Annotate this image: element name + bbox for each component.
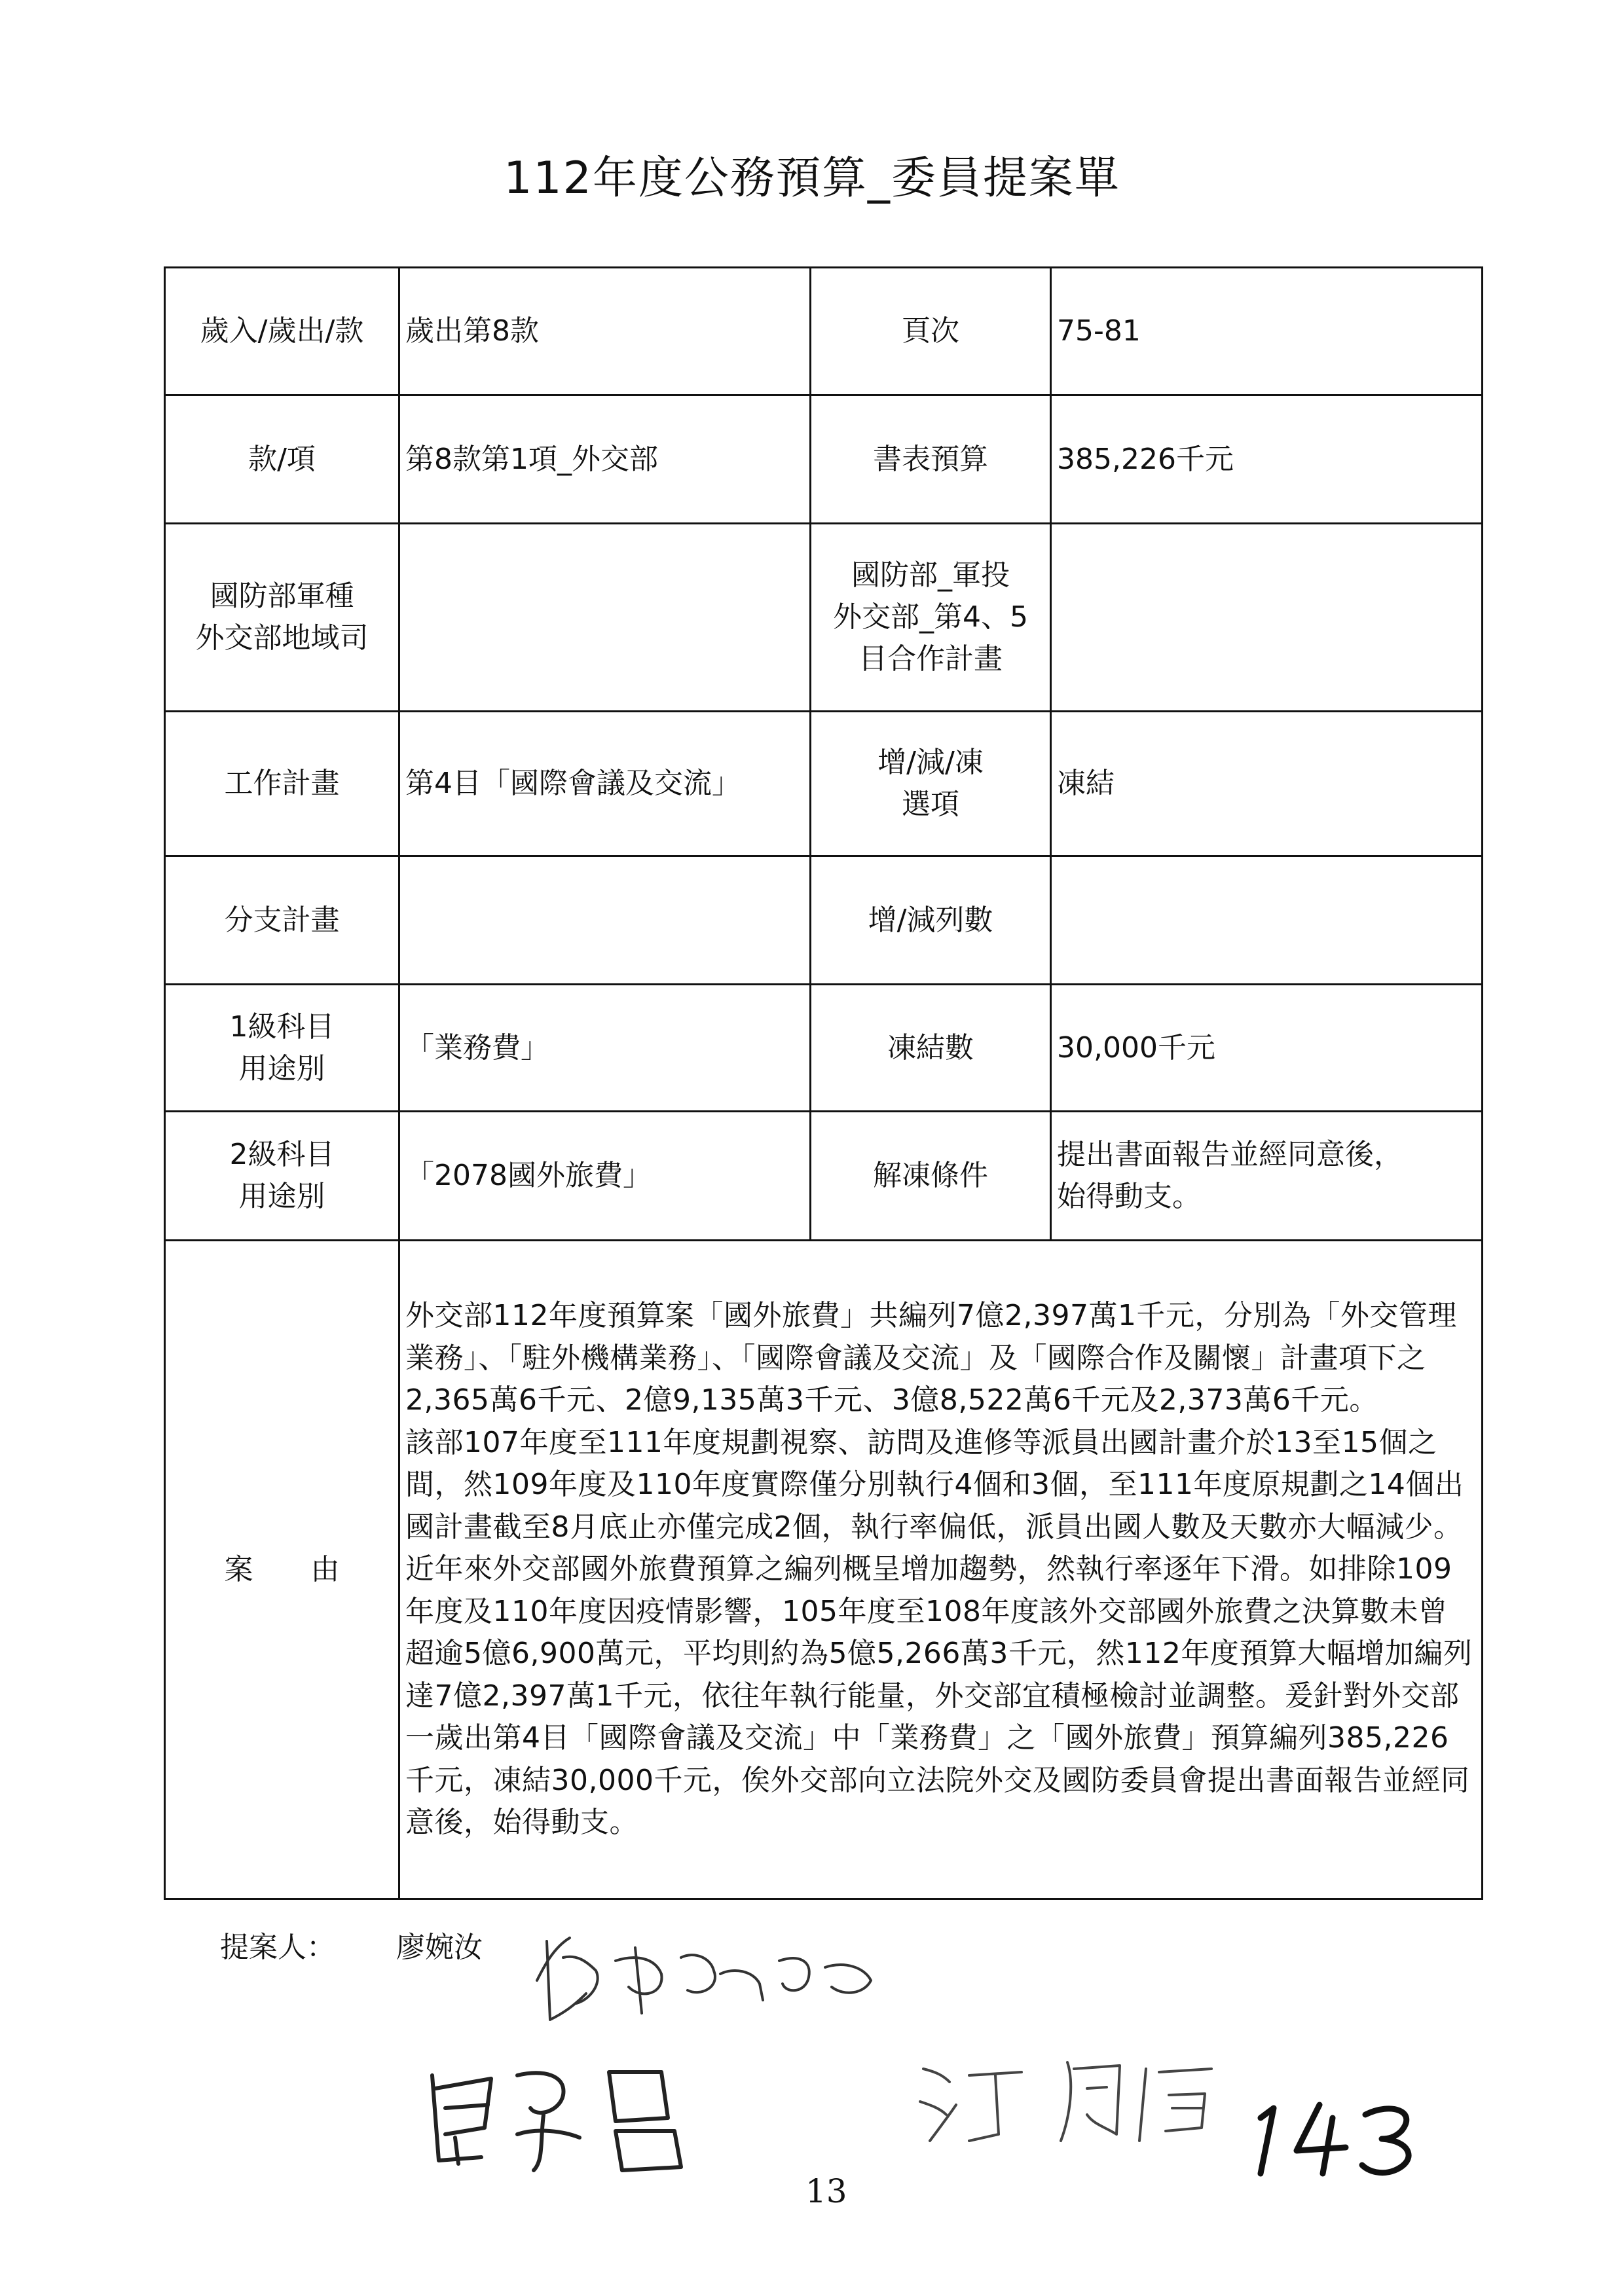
label-work-plan: 工作計畫 bbox=[165, 712, 399, 856]
row-budget-section bbox=[165, 268, 1483, 395]
reason-paragraph-2: 該部107年度至111年度規劃視察、訪問及進修等派員出國計畫介於13至15個之間，然109年度及110年度實際僅分別執行4個和3個，至111年度原規劃之14個出國計畫截至8月底止亦僅完成2個，執行率偏低，派員出國人數及天數亦大幅減少。 bbox=[405, 1425, 1464, 1544]
handwritten-number bbox=[1241, 2092, 1431, 2183]
form-title: 112年度公務預算_委員提案單 bbox=[504, 153, 1120, 204]
unfreeze-line2: 始得動支。 bbox=[1057, 1180, 1201, 1213]
label-level2-subject bbox=[165, 1112, 399, 1241]
reason-text bbox=[399, 1241, 1483, 1899]
label-cooperation-line2: 外交部_第4、5 bbox=[833, 600, 1028, 634]
value-page: 75-81 bbox=[1051, 268, 1483, 395]
page-number: 13 bbox=[805, 2172, 847, 2210]
label-page: 頁次 bbox=[811, 268, 1051, 395]
label-sub-plan: 分支計畫 bbox=[165, 856, 399, 985]
label-budget-section: 歲入/歲出/款 bbox=[165, 268, 399, 395]
label-adjust-line1: 增/減/凍 bbox=[877, 746, 984, 779]
label-ministry-line1: 國防部軍種 bbox=[210, 579, 354, 613]
row-sub-plan bbox=[165, 856, 1483, 985]
proposal-form-table bbox=[164, 266, 1483, 1900]
label-item: 款/項 bbox=[165, 395, 399, 524]
signature-2 bbox=[419, 2049, 733, 2180]
label-cooperation-plan bbox=[811, 524, 1051, 712]
label-ministry-line2: 外交部地域司 bbox=[195, 621, 369, 655]
label-level2-line1: 2級科目 bbox=[229, 1138, 335, 1171]
label-level1-subject bbox=[165, 985, 399, 1112]
signature-3 bbox=[910, 2043, 1251, 2154]
label-adjust-line2: 選項 bbox=[902, 788, 959, 821]
reason-paragraph-1: 外交部112年度預算案「國外旅費」共編列7億2,397萬1千元，分別為「外交管理業務」、「駐外機構業務」、「國際會議及交流」及「國際合作及關懷」計畫項下之2,365萬6千元、2億9,135萬3千元、3億8,522萬6千元及2,373萬6千元。 bbox=[405, 1299, 1457, 1417]
value-frozen-amount: 30,000千元 bbox=[1051, 985, 1483, 1112]
label-reason: 案 由 bbox=[165, 1241, 399, 1899]
label-table-budget: 書表預算 bbox=[811, 395, 1051, 524]
label-adjust-amount: 增/減列數 bbox=[811, 856, 1051, 985]
label-adjust-option bbox=[811, 712, 1051, 856]
row-ministry bbox=[165, 524, 1483, 712]
value-work-plan: 第4目「國際會議及交流」 bbox=[399, 712, 811, 856]
label-level1-line2: 用途別 bbox=[238, 1051, 325, 1085]
row-level2-subject bbox=[165, 1112, 1483, 1241]
label-cooperation-line3: 目合作計畫 bbox=[858, 642, 1003, 676]
row-reason bbox=[165, 1241, 1483, 1899]
value-adjust-amount bbox=[1051, 856, 1483, 985]
value-cooperation-plan bbox=[1051, 524, 1483, 712]
value-level1-subject: 「業務費」 bbox=[399, 985, 811, 1112]
value-adjust-option: 凍結 bbox=[1051, 712, 1483, 856]
signature-1 bbox=[524, 1922, 891, 2039]
label-ministry bbox=[165, 524, 399, 712]
value-item: 第8款第1項_外交部 bbox=[399, 395, 811, 524]
reason-paragraph-3: 近年來外交部國外旅費預算之編列概呈增加趨勢，然執行率逐年下滑。如排除109年度及110年度因疫情影響，105年度至108年度該外交部國外旅費之決算數未曾超逾5億6,900萬元，平均則約為5億5,266萬3千元，然112年度預算大幅增加編列達7億2,397萬1千元，依往年執行能量，外交部宜積極檢討並調整。爰針對外交部一歲出第4目「國際會議及交流」中「業務費」之「國外旅費」預算編列385,226千元，凍結30,000千元，俟外交部向立法院外交及國防委員會提出書面報告並經同意後，始得動支。 bbox=[405, 1552, 1473, 1840]
label-level1-line1: 1級科目 bbox=[229, 1010, 335, 1044]
value-ministry bbox=[399, 524, 811, 712]
row-work-plan bbox=[165, 712, 1483, 856]
proposer-name: 廖婉汝 bbox=[396, 1931, 483, 1964]
label-frozen-amount: 凍結數 bbox=[811, 985, 1051, 1112]
value-table-budget: 385,226千元 bbox=[1051, 395, 1483, 524]
proposer-label: 提案人： bbox=[220, 1931, 335, 1964]
row-item bbox=[165, 395, 1483, 524]
label-level2-line2: 用途別 bbox=[238, 1180, 325, 1213]
label-cooperation-line1: 國防部_軍投 bbox=[851, 558, 1010, 592]
label-unfreeze-condition: 解凍條件 bbox=[811, 1112, 1051, 1241]
unfreeze-line1: 提出書面報告並經同意後， bbox=[1057, 1138, 1403, 1171]
value-level2-subject: 「2078國外旅費」 bbox=[399, 1112, 811, 1241]
row-level1-subject bbox=[165, 985, 1483, 1112]
value-budget-section: 歲出第8款 bbox=[399, 268, 811, 395]
value-sub-plan bbox=[399, 856, 811, 985]
value-unfreeze-condition bbox=[1051, 1112, 1483, 1241]
